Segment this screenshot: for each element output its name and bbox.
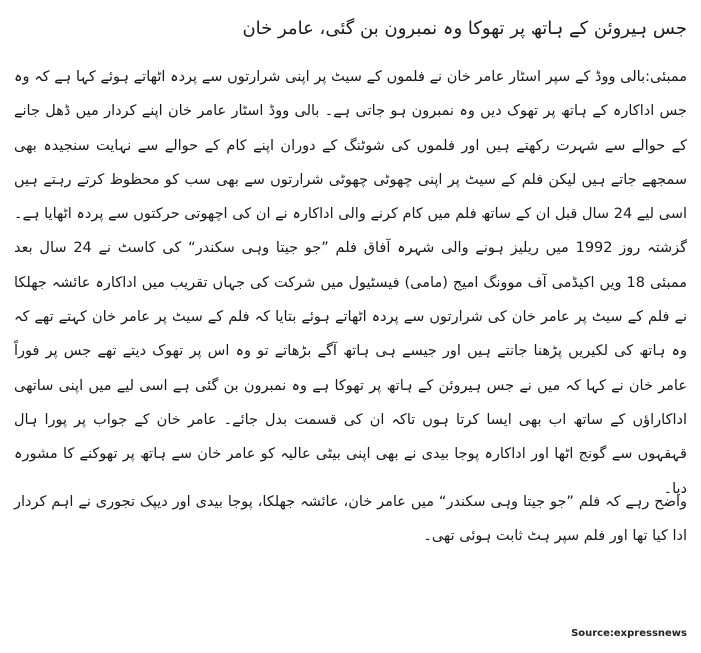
article-source-credit: Source:expressnews	[571, 628, 687, 639]
article-headline: جس ہیروئن کے ہاتھ پر تھوکا وہ نمبرون بن گئی، عامر خان	[242, 18, 687, 39]
article-paragraph-1	[10, 60, 691, 497]
article-dateline: ممبئی:	[645, 69, 687, 85]
article-paragraph-1-text: بالی ووڈ کے سپر اسٹار عامر خان نے فلموں کے سیٹ پر اپنی شرارتوں سے پردہ اٹھاتے ہوئے کہا ہے کہ وہ جس اداکارہ کے ہاتھ پر تھوک دیں وہ نمبرون ہو جاتی ہے۔ بالی ووڈ اسٹار عامر خان اپنے کردار میں ڈھل جانے کے حوالے سے شہرت رکھتے ہیں اور فلموں کی شوٹنگ کے دوران اپنے کام کے حوالے سے نہایت سنجیدہ بھی سمجھے جاتے ہیں لیکن فلم کے سیٹ پر اپنی چھوٹی چھوٹی شرارتوں سے بھی سب کو محظوظ کرتے رہتے ہیں اسی لیے 24 سال قبل ان کے ساتھ فلم میں کام کرنے والی اداکارہ نے ان کی اچھوتی حرکتوں سے پردہ اٹھایا ہے۔ گزشتہ روز 1992 میں ریلیز ہونے والی شہرہ آفاق فلم ”جو جیتا وہی سکندر“ کی کاسٹ نے 24 سال بعد ممبئی 18 ویں اکیڈمی آف موونگ امیج (مامی) فیسٹیول میں شرکت کی جہاں تقریب میں اداکارہ عائشہ جھلکا نے فلم کے سیٹ پر عامر خان کی شرارتوں سے پردہ اٹھاتے ہوئے بتایا کہ فلم کے سیٹ پر عامر خان کہتے تھے کہ وہ ہاتھ کی لکیریں پڑھنا جانتے ہیں اور جیسے ہی ہاتھ آگے بڑھاتے تو وہ اس پر تھوک دیتے تھے جس پر فوراً عامر خان نے کہا کہ میں نے جس ہیروئن کے ہاتھ پر تھوکا ہے وہ نمبرون بن گئی ہے اسی لیے میں اپنی ساتھی اداکاراؤں کے ساتھ اب بھی ایسا کرتا ہوں تاکہ ان کی قسمت بدل جائے۔ عامر خان کے جواب پر پورا ہال قہقہوں سے گونج اٹھا اور اداکارہ پوجا بیدی نے بھی اپنی بیٹی عالیہ کو عامر خان سے ہاتھ پر تھوکنے کا مشورہ دیا۔	[14, 69, 688, 497]
article-paragraph-2: واضح رہے کہ فلم ”جو جیتا وہی سکندر“ میں عامر خان، عائشہ جھلکا، پوجا بیدی اور دیپک تجوری نے اہم کردار ادا کیا تھا اور فلم سپر ہٹ ثابت ہوئی تھی۔	[14, 494, 687, 544]
news-article	[10, 8, 691, 648]
